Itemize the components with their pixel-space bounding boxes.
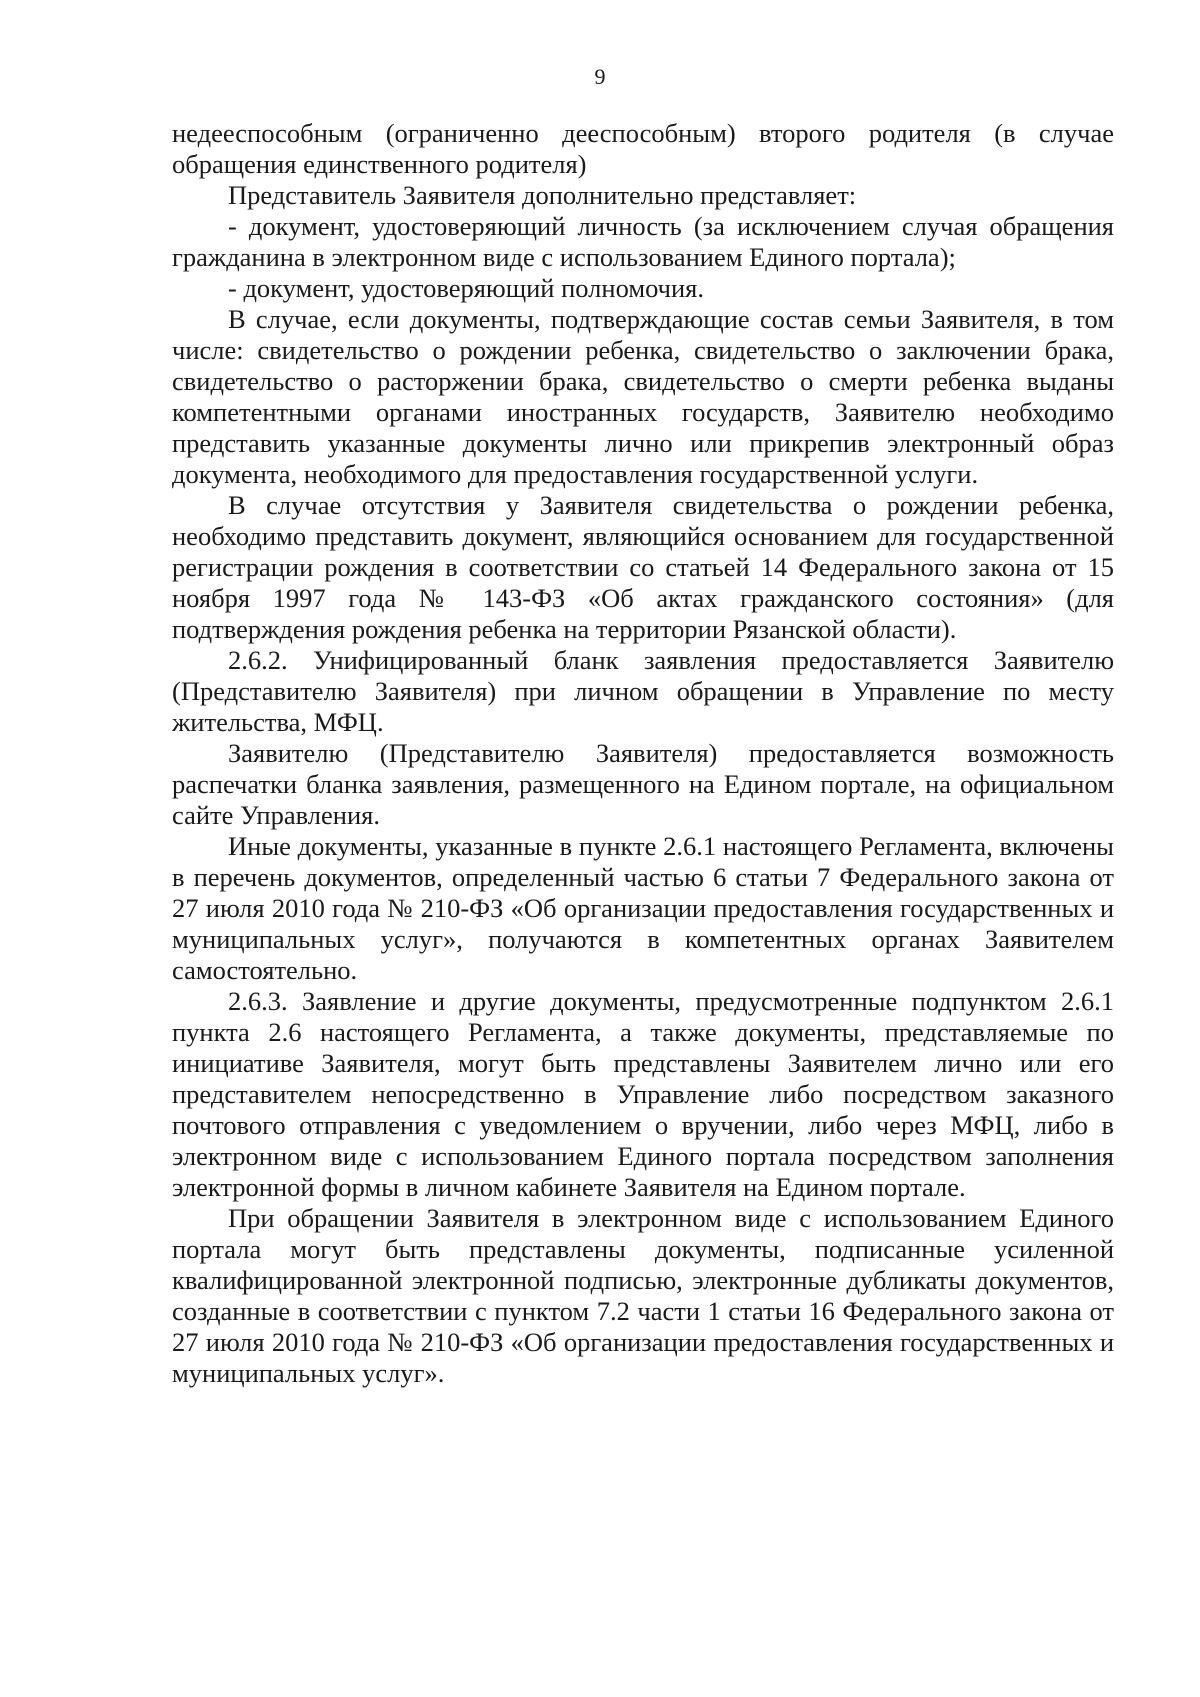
paragraph: 2.6.3. Заявление и другие документы, предусмотренные подпунктом 2.6.1 пункта 2.6 настоящего Регламента, а также документы, представляемые по инициативе Заявителя, могут быть представлены Заявителем лично или его представителем непосредственно в Управление либо посредством заказного почтового отправления с уведомлением о вручении, либо через МФЦ, либо в электронном виде с использованием Единого портала посредством заполнения электронной формы в личном кабинете Заявителя на Едином портале. — [172, 986, 1114, 1202]
document-body — [172, 118, 1114, 1389]
paragraph: 2.6.2. Унифицированный бланк заявления предоставляется Заявителю (Представителю Заявителя) при личном обращении в Управление по месту жительства, МФЦ. — [172, 645, 1114, 737]
paragraph: В случае, если документы, подтверждающие состав семьи Заявителя, в том числе: свидетельство о рождении ребенка, свидетельство о заключении брака, свидетельство о расторжении брака, свидетельство о смерти ребенка выданы компетентными органами иностранных государств, Заявителю необходимо представить указанные документы лично или прикрепив электронный образ документа, необходимого для предоставления государственной услуги. — [172, 304, 1114, 489]
paragraph: Иные документы, указанные в пункте 2.6.1 настоящего Регламента, включены в перечень документов, определенный частью 6 статьи 7 Федерального закона от 27 июля 2010 года № 210-ФЗ «Об организации предоставления государственных и муниципальных услуг», получаются в компетентных органах Заявителем самостоятельно. — [172, 831, 1114, 985]
list-item: - документ, удостоверяющий личность (за исключением случая обращения гражданина в электронном виде с использованием Единого портала); — [172, 211, 1114, 272]
paragraph: В случае отсутствия у Заявителя свидетельства о рождении ребенка, необходимо представить документ, являющийся основанием для государственной регистрации рождения в соответствии со статьей 14 Федерального закона от 15 ноября 1997 года № 143-ФЗ «Об актах гражданского состояния» (для подтверждения рождения ребенка на территории Рязанской области). — [172, 490, 1114, 644]
page-number: 9 — [594, 64, 606, 89]
paragraph: Представитель Заявителя дополнительно представляет: — [228, 180, 857, 210]
paragraph-continuation: недееспособным (ограниченно дееспособным) второго родителя (в случае обращения единственного родителя) — [172, 118, 1114, 179]
paragraph: При обращении Заявителя в электронном виде с использованием Единого портала могут быть представлены документы, подписанные усиленной квалифицированной электронной подписью, электронные дубликаты документов, созданные в соответствии с пунктом 7.2 части 1 статьи 16 Федерального закона от 27 июля 2010 года № 210-ФЗ «Об организации предоставления государственных и муниципальных услуг». — [172, 1203, 1114, 1388]
paragraph: Заявителю (Представителю Заявителя) предоставляется возможность распечатки бланка заявления, размещенного на Едином портале, на официальном сайте Управления. — [172, 738, 1114, 830]
list-item: - документ, удостоверяющий полномочия. — [228, 273, 704, 303]
